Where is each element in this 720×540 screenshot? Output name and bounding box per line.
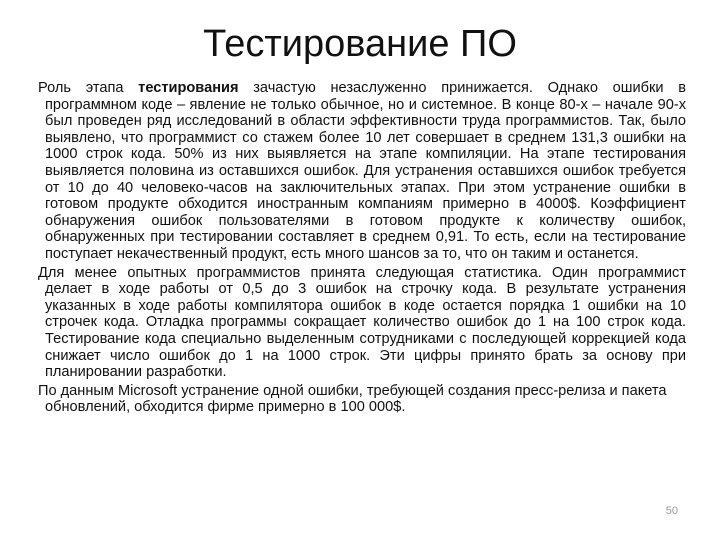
page-number: 50: [665, 505, 678, 517]
paragraph-2: Для менее опытных программистов принята следующая статистика. Один программист делает в ходе работы от 0,5 до 3 ошибок на строчку кода. В результате устранения указанных в ходе работы компилятора ошибок в коде остается порядка 1 ошибки на 10 строчек кода. Отладка программы сокращает количество ошибок до 1 на 100 строк кода. Тестирование кода специально выделенным сотрудниками с последующей коррекцией кода снижает число ошибок до 1 на 1000 строк. Эти цифры принято брать за основу при планировании разработки.: [38, 264, 686, 381]
paragraph-1-bold: тестирования: [138, 80, 239, 96]
paragraph-1-post: зачастую незаслуженно принижается. Однако ошибки в программном коде – явление не только обычное, но и системное. В конце 80-х – начале 90-х был проведен ряд исследований в области эффективности труда программистов. Так, было выявлено, что программист со стажем более 10 лет совершает в среднем 131,3 ошибки на 1000 строк кода. 50% из них выявляется на этапе компиляции. На этапе тестирования выявляется половина из оставшихся ошибок. Для устранения оставшихся ошибок требуется от 10 до 40 человеко-часов на заключительных этапах. При этом устранение ошибки в готовом продукте обходится иностранным компаниям примерно в 4000$. Коэффициент обнаружения ошибок пользователями в готовом продукте к количеству ошибок, обнаруженных при тестировании составляет в среднем 0,91. То есть, если на тестирование поступает некачественный продукт, есть много шансов за то, что он таким и останется.: [45, 80, 686, 262]
slide-title: Тестирование ПО: [203, 23, 517, 65]
paragraph-1: [38, 80, 686, 263]
slide-body: [38, 80, 686, 416]
paragraph-3: По данным Microsoft устранение одной ошибки, требующей создания пресс-релиза и пакета обновлений, обходится фирме примерно в 100 000$.: [38, 382, 667, 416]
paragraph-1-pre: Роль этапа: [38, 80, 139, 96]
